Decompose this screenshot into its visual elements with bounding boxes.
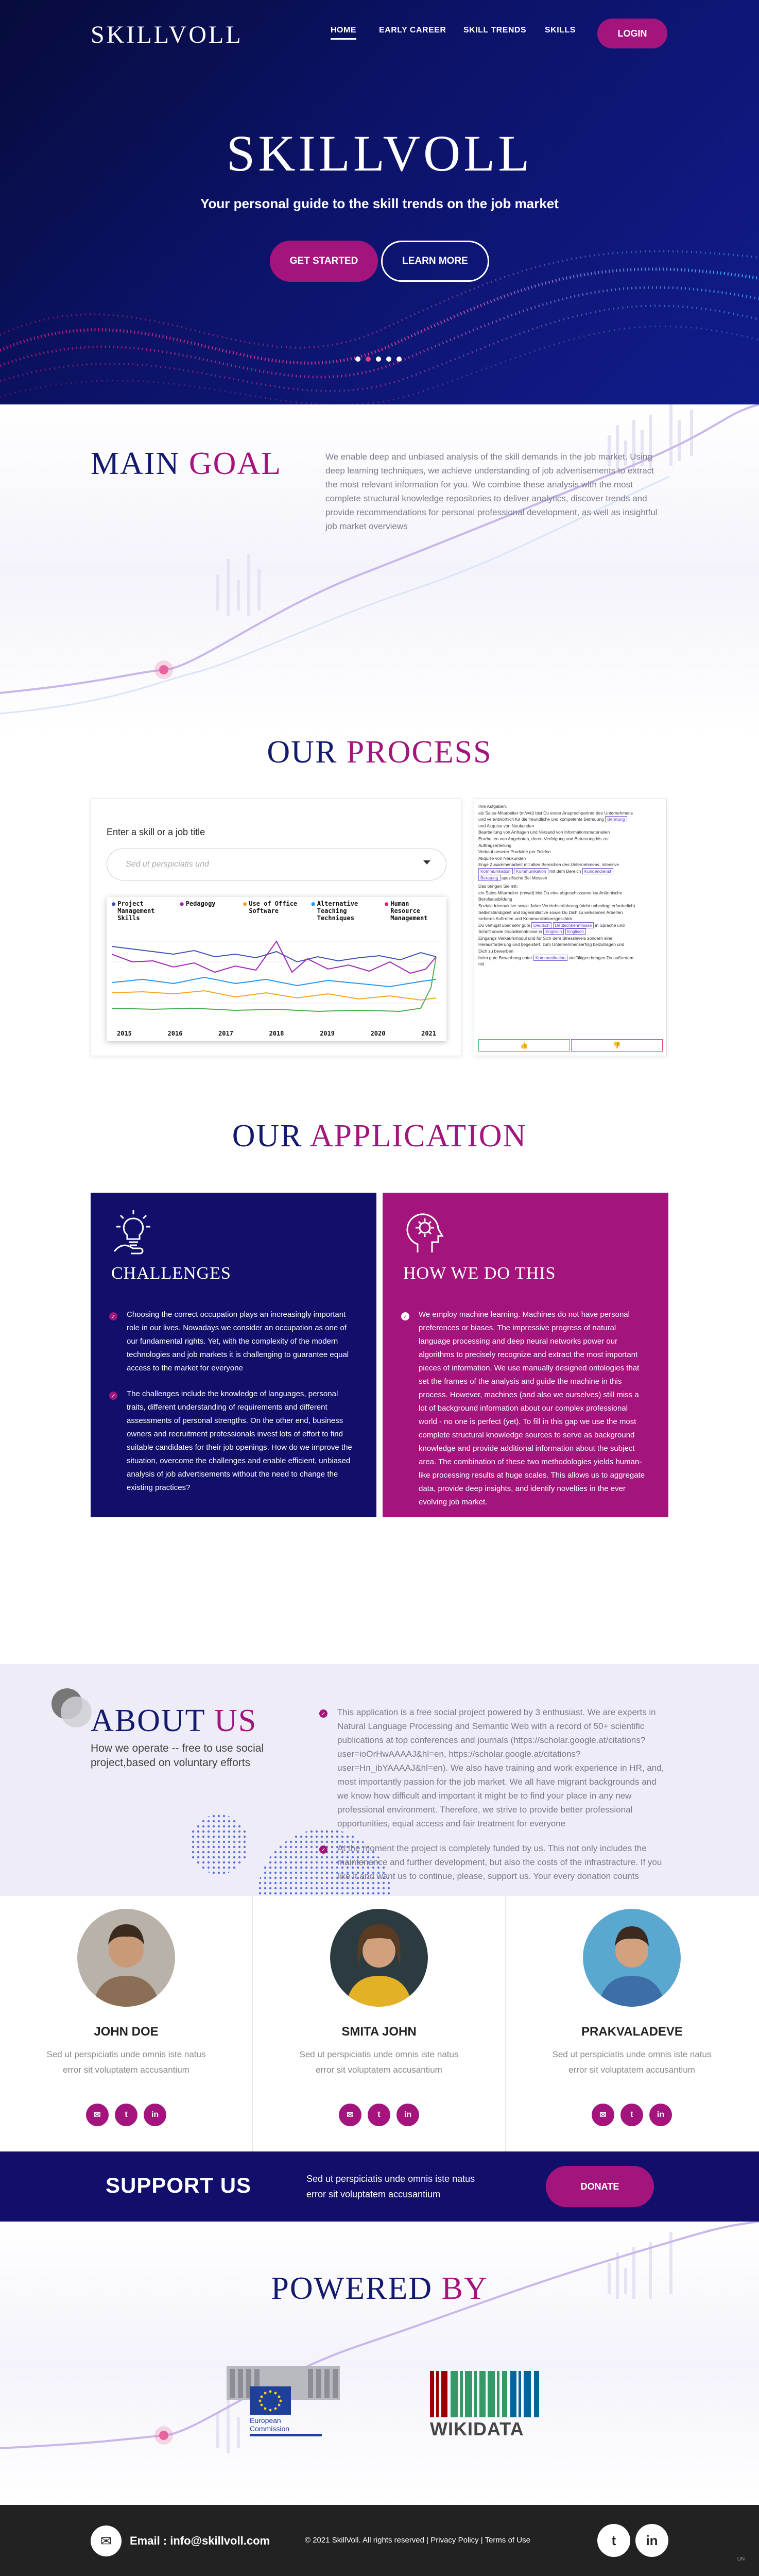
copyright-text: © 2021 SkillVoll. All rights reserved [305, 2536, 424, 2545]
application-title: OUR APPLICATION [232, 1118, 527, 1154]
how-we-do-this-paragraph: We employ machine learning. Machines do not have personal preferences or biases. The impressive progress of natural language processing and deep neural networks power our algorithms to precisely recognize and extract the most important pieces of information. We use manually designed ontologies that set the frames of the analysis and guide the machine in this process. However, machines (and also we ourselves) still miss a lot of background information about our complex professional world - no one is perfect (yet). To fill in this gap we use the most complete structural knowledge sources to serve as background knowledge and provide additional information about the subject area. The combination of these two methodologies yields human-like processing results at huge scales. This allows us to aggregate data, provide deep insights, and identify novelties in the ever evolving job market. [419, 1310, 645, 1506]
powered-by-title: POWERED BY [271, 2271, 488, 2306]
nav-skill-trends[interactable]: SKILL TRENDS [463, 26, 527, 35]
get-started-button[interactable]: GET STARTED [270, 241, 378, 282]
skill-input-label: Enter a skill or a job title [107, 827, 205, 837]
member-description: Sed ut perspiciatis unde omnis iste natus error sit voluptatem accusantium [299, 2049, 459, 2075]
terms-of-use-link[interactable]: Terms of Use [485, 2536, 530, 2545]
skill-tag[interactable]: Beratung [605, 816, 627, 822]
hero-subtitle: Your personal guide to the skill trends on the job market [200, 196, 559, 211]
slider-dot-active[interactable] [366, 357, 371, 362]
hero-title: SKILLVOLL [226, 125, 533, 182]
privacy-policy-link[interactable]: Privacy Policy [430, 2536, 479, 2545]
nav-early-career[interactable]: EARLY CAREER [379, 26, 446, 35]
skill-tag[interactable]: Beratung [478, 875, 501, 881]
linkedin-icon[interactable]: in [649, 2104, 672, 2126]
wikidata-barcode-graphic [430, 2371, 543, 2417]
process-section [0, 734, 759, 1069]
main-goal-text: We enable deep and unbiased analysis of the skill demands in the job market. Using deep learning techniques, we achieve understanding of job advertisements to extract the most relevant information for you. We combine these analysis with the most complete structural knowledge repositories to deliver analytics, discover trends and provide recommendations for personal professional development, as well as insightful job market overviews [325, 452, 658, 531]
login-button[interactable]: LOGIN [597, 19, 667, 48]
skill-tag[interactable]: Kundendienst [582, 868, 613, 874]
challenges-paragraph-1: Choosing the correct occupation plays an increasingly important role in our lives. Nowadays we consider an occupation as one of our fundamental rights. Yet, with the complexity of the modern technologies and job markets it is challenging to guarantee equal access to the market for everyone [127, 1310, 349, 1372]
check-icon: ✓ [109, 1392, 117, 1400]
check-icon: ✓ [401, 1312, 409, 1320]
check-icon: ✓ [319, 1845, 327, 1854]
support-banner [0, 2151, 759, 2222]
challenges-title: CHALLENGES [111, 1264, 231, 1283]
slider-dot[interactable] [355, 357, 360, 362]
hero-section [0, 0, 759, 404]
job-ad-text: Ihre Aufgaben: als Sales-Mitarbeiter (m/w/d) bist Du erster Ansprechpartner des Unternehmens und verantwortlich für die freundliche und kompetente Betreuung Beratung und Akquise von Neukunden Bearbeitung von Anfragen und Versand von Informationsmaterialien Erarbeiten von Angeboten, deren Verfolgung und Betreuung bis zur Auftragserteilung Verkauf unserer Produkte per Telefon Akquise von Neukunden Enge Zusammenarbeit mit allen Bereichen des Unternehmens, intensive Kommunikation Kommunikation mit dem Bereich Kundendienst Beratung spezifische Bei Messen Das bringen Sie mit: ein Sales-Mitarbeiter (m/w/d) bist Du eine abgeschlossene kaufmännische Berufsausbildung Soziale Ideenaktive sowie Jahre Vertriebserfahrung (nicht unbedingt erforderlich) Selbstständigkeit und Eigeninitiative sowie Du Dich zu wirksamen Arbeiten sicheres Auftreten und Kommunikationsgeschick Du verfügst über sehr gute Deutsch Deutschkenntnisse in Sprache und Schrift sowie Grundkenntnisse in Englisch Englisch Eingangs Verkaufsmodul und für Sich dem Stresslevels sondern eine Herausforderung und begeistert, zum Unternehmenserfolg beizutragen und Dich zu bewerben beim gute Bewerbung unter Kommunikation vielfältigen bringen Du außerdem mit [478, 804, 635, 967]
slider-dot[interactable] [376, 357, 381, 362]
member-name: JOHN DOE [94, 2025, 159, 2039]
about-paragraph-1: This application is a free social project powered by 3 enthusiast. We are experts in Natural Language Processing and Semantic Web with a record of 50+ scientific publications at top conferences and journals (https://scholar.google.at/citations?user=ioOrHwAAAAJ&hl=en, https://scholar.google.at/citations?user=Hn_ibYAAAAJ&hl=en). We also have training and work experience in HR, and, most importantly passion for the job market. We all have migrant backgrounds and we know how difficult and important it might be to find your place in any new professional environment. Therefore, we strive to provide better professional opportunities, equal access and fair treatment for everyone [337, 1707, 664, 1828]
team-member [506, 1896, 758, 2151]
chart-plot [112, 926, 441, 1029]
team-member [253, 1896, 506, 2151]
learn-more-button[interactable]: LEARN MORE [381, 241, 489, 282]
background-trend-graphic [0, 2222, 759, 2505]
nav-home[interactable]: HOME [331, 26, 356, 40]
twitter-icon[interactable]: t [597, 2524, 630, 2557]
avatar [77, 1909, 175, 2007]
check-icon: ✓ [319, 1709, 327, 1718]
main-goal-title: MAIN GOAL [91, 446, 282, 481]
gear-head-icon [402, 1208, 449, 1255]
european-commission-logo[interactable] [216, 2361, 350, 2438]
main-goal-section [0, 404, 759, 734]
chart-x-axis: 2015 2016 2017 2018 2019 2020 2021 [117, 1030, 436, 1037]
email-icon[interactable]: ✉ [86, 2104, 109, 2126]
trend-chart [107, 897, 446, 1041]
thumbs-down-icon[interactable]: 👎 [571, 1039, 663, 1052]
avatar [330, 1909, 428, 2007]
hero-dot-wave [0, 222, 759, 404]
about-paragraph-2: At the moment the project is completely funded by us. This not only includes the maintenance and further development, but also the costs of the infrastracture. If you like it and want us to continue, please, support us. Your every donation counts [337, 1843, 662, 1881]
skill-tag[interactable]: Kommunikation [514, 868, 548, 874]
how-we-do-this-card [383, 1193, 668, 1517]
skill-tag[interactable]: Kommunikation [478, 868, 513, 874]
annotated-job-ad [474, 799, 667, 1056]
wikidata-logo[interactable] [430, 2371, 548, 2438]
email-icon[interactable]: ✉ [339, 2104, 361, 2126]
email-icon[interactable]: ✉ [91, 2526, 122, 2556]
site-logo[interactable]: SKILLVOLL [91, 21, 243, 48]
separator: | [426, 2536, 429, 2545]
footer-email[interactable]: Email : info@skillvoll.com [130, 2534, 270, 2547]
lightbulb-icon [110, 1208, 157, 1255]
slider-dot[interactable] [386, 357, 391, 362]
member-name: PRAKVALADEVE [581, 2025, 683, 2039]
avatar [583, 1909, 681, 2007]
thumbs-up-icon[interactable]: 👍 [478, 1039, 570, 1052]
skill-tag[interactable]: Deutsch [531, 922, 551, 928]
about-section [0, 1664, 759, 1896]
support-text: Sed ut perspiciatis unde omnis iste natus error sit voluptatem accusantium [306, 2174, 475, 2199]
nav-skills[interactable]: SKILLS [545, 26, 576, 35]
linkedin-icon[interactable]: in [396, 2104, 419, 2126]
donate-button[interactable]: DONATE [546, 2166, 654, 2207]
chart-legend: ● Project Management Skills ● Pedagogy ● Use of Office Software ● Alternative Teaching Techniques ● Human Resource Management [112, 900, 428, 922]
member-description: Sed ut perspiciatis unde omnis iste natus error sit voluptatem accusantium [46, 2049, 206, 2075]
linkedin-icon[interactable]: in [635, 2524, 668, 2557]
process-title: OUR PROCESS [267, 735, 492, 770]
twitter-icon[interactable]: t [620, 2104, 643, 2126]
twitter-icon[interactable]: t [115, 2104, 137, 2126]
team-member [0, 1896, 253, 2151]
scroll-top-button[interactable]: UN [737, 2556, 745, 2562]
how-we-do-this-title: HOW WE DO THIS [403, 1264, 556, 1283]
challenges-paragraph-2: The challenges include the knowledge of languages, personal traits, different understanding of requirements and different assessments of personal strengths. On the other end, business owners and recruitment professionals invest lots of effort to find suitable candidates for their job openings. How do we improve the situation, overcome the challenges and enable efficient, unbiased analysis of job advertisements without the need to change the existing practices? [127, 1389, 352, 1492]
about-tagline: How we operate -- free to use social project,based on voluntary efforts [91, 1742, 264, 1769]
powered-by-section [0, 2222, 759, 2505]
ec-label: European Commission [250, 2416, 290, 2433]
footer-links [305, 2536, 530, 2545]
about-title: ABOUT US [91, 1703, 257, 1738]
skill-trend-widget [91, 799, 461, 1056]
skill-tag[interactable]: Kommunikation [533, 955, 568, 961]
separator: | [480, 2536, 483, 2545]
check-icon: ✓ [109, 1312, 117, 1320]
email-icon[interactable]: ✉ [592, 2104, 614, 2126]
site-footer [0, 2505, 759, 2576]
slider-dot[interactable] [396, 357, 402, 362]
skill-search-input[interactable]: Sed ut perspiciatis und [107, 849, 446, 880]
chevron-down-icon[interactable] [423, 860, 430, 865]
support-title: SUPPORT US [106, 2173, 252, 2197]
eu-flag-icon [250, 2386, 291, 2415]
twitter-icon[interactable]: t [368, 2104, 390, 2126]
member-description: Sed ut perspiciatis unde omnis iste natus error sit voluptatem accusantium [552, 2049, 712, 2075]
skill-tag[interactable]: Englisch [565, 928, 586, 935]
challenges-card [91, 1193, 376, 1517]
member-name: SMITA JOHN [341, 2025, 417, 2039]
wikidata-wordmark: WIKIDATA [430, 2418, 524, 2439]
linkedin-icon[interactable]: in [144, 2104, 166, 2126]
skill-tag[interactable]: Englisch [543, 928, 564, 935]
ec-underline [250, 2434, 322, 2436]
skill-tag[interactable]: Deutschkenntnisse [553, 922, 594, 928]
